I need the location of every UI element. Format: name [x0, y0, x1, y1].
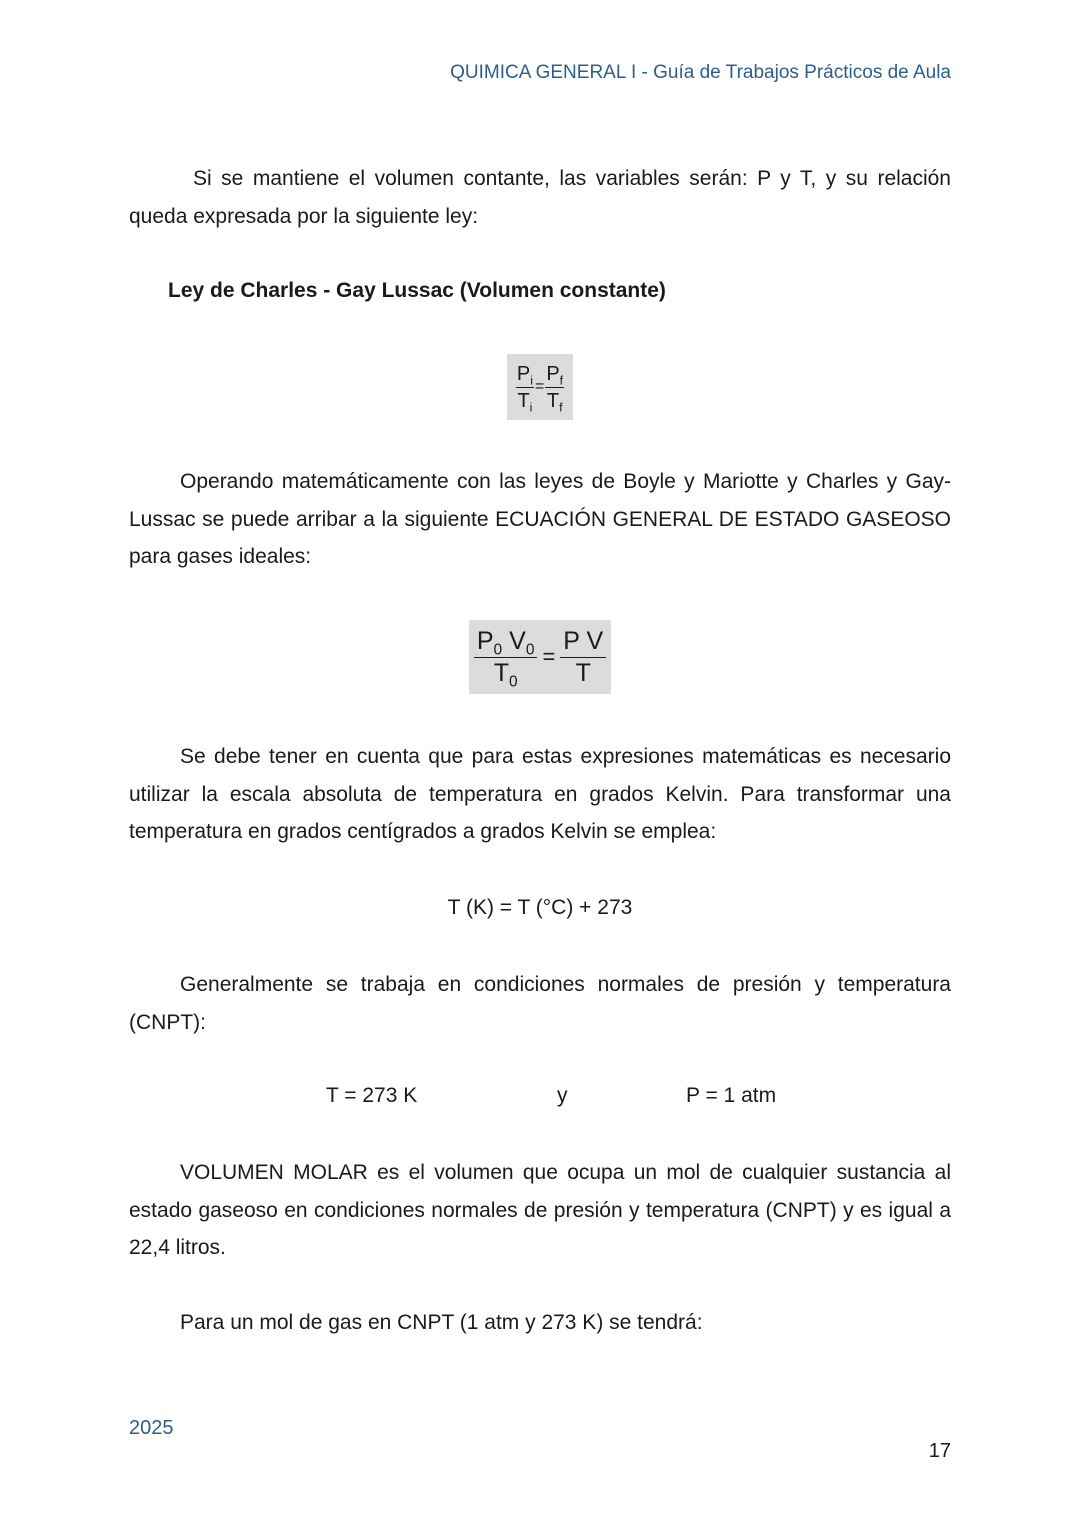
equals-sign: = [534, 378, 545, 395]
symbol: T [517, 389, 530, 412]
paragraph-general-equation: Operando matemáticamente con las leyes de Boyle y Mariotte y Charles y Gay-Lussac se puede arribar a la siguiente ECUACIÓN GENERAL DE ESTADO GASEOSO para gases ideales: [129, 470, 951, 568]
fraction-left [474, 626, 538, 689]
condition-pressure: P = 1 atm [686, 1084, 777, 1107]
subscript: i [530, 372, 533, 387]
symbol: T [493, 658, 509, 687]
symbol: T [546, 389, 560, 412]
paragraph-volume-constant: Si se mantiene el volumen contante, las variables serán: P y T, y su relación queda expresada por la siguiente ley: [129, 167, 951, 228]
subscript: f [559, 372, 564, 387]
paragraph-cnpt: Generalmente se trabaja en condiciones normales de presión y temperatura (CNPT): [129, 973, 951, 1034]
equals-sign: = [542, 644, 556, 669]
footer-year: 2025 [129, 1417, 174, 1439]
condition-connector: y [557, 1084, 568, 1107]
subscript: f [559, 399, 563, 414]
paragraph-one-mol: Para un mol de gas en CNPT (1 atm y 273 K) se tendrá: [180, 1311, 703, 1334]
subscript: 0 [508, 672, 518, 690]
symbol: P [546, 362, 560, 385]
subscript: 0 [525, 640, 535, 658]
paragraph-kelvin-note: Se debe tener en cuenta que para estas expresiones matemáticas es necesario utilizar la escala absoluta de temperatura en grados Kelvin. Para transformar una temperatura en grados centígrados a grados Kelvin se emplea: [129, 745, 951, 843]
page-number: 17 [928, 1440, 951, 1462]
symbol: P [476, 626, 494, 655]
general-gas-equation-formula [469, 620, 611, 694]
page-header: QUIMICA GENERAL I - Guía de Trabajos Prácticos de Aula [450, 62, 951, 83]
paragraph-molar-volume: VOLUMEN MOLAR es el volumen que ocupa un mol de cualquier sustancia al estado gaseoso en condiciones normales de presión y temperatura (CNPT) y es igual a 22,4 litros. [129, 1161, 951, 1259]
charles-gay-lussac-formula [507, 354, 573, 420]
symbol: T [575, 658, 591, 687]
fraction-right [545, 361, 564, 414]
fraction-right [560, 626, 606, 689]
condition-temperature: T = 273 K [326, 1084, 418, 1107]
symbol: P [516, 362, 531, 385]
subscript: i [529, 399, 533, 414]
symbol: P V [560, 626, 606, 658]
kelvin-conversion-formula: T (K) = T (°C) + 273 [447, 896, 633, 919]
symbol: V [509, 626, 526, 655]
law-heading: Ley de Charles - Gay Lussac (Volumen constante) [168, 279, 666, 302]
subscript: 0 [493, 640, 503, 658]
fraction-left [516, 361, 534, 414]
